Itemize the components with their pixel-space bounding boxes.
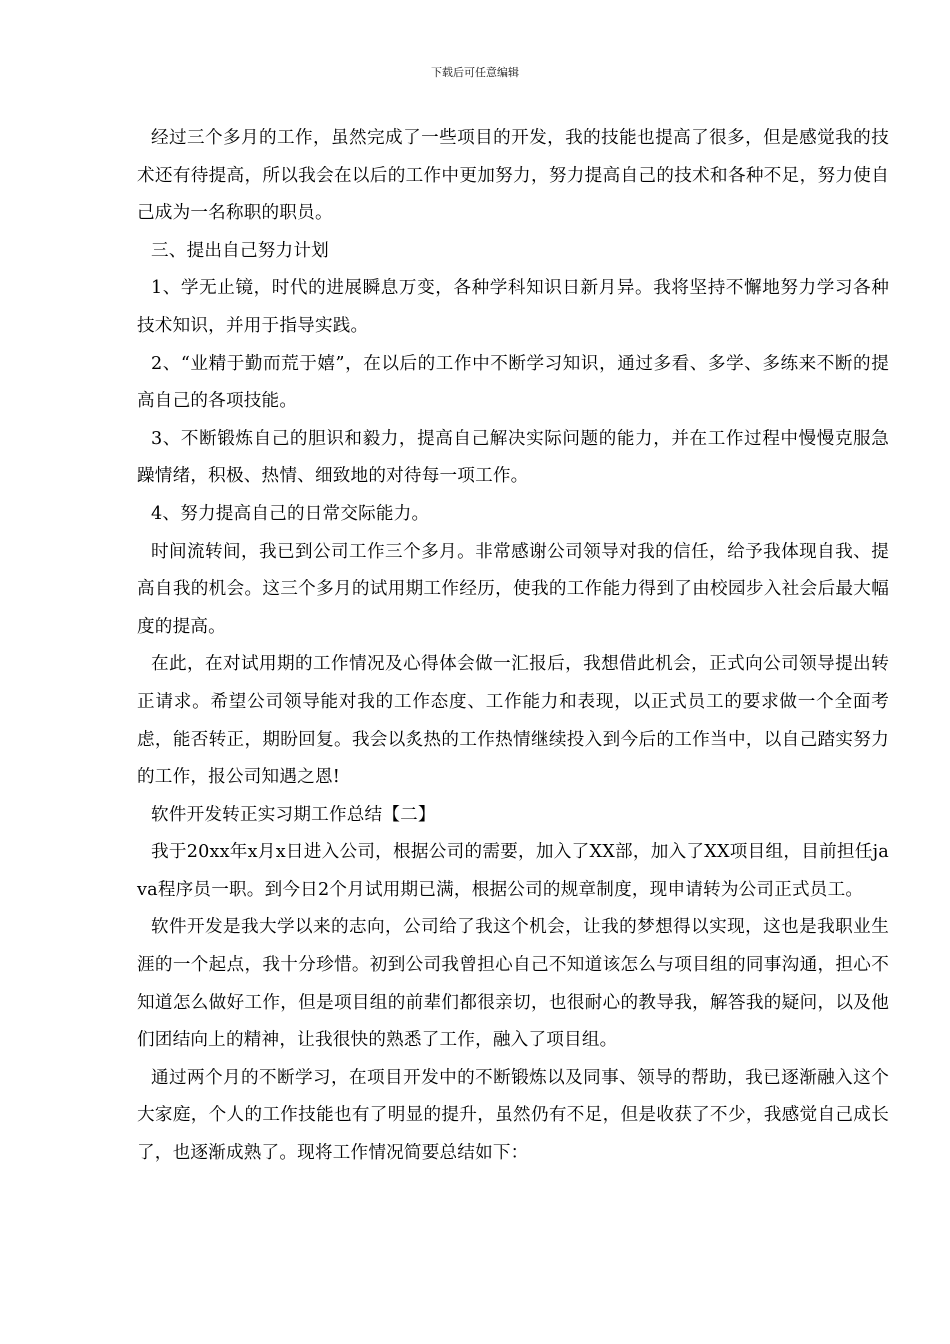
paragraph: 在此，在对试用期的工作情况及心得体会做一汇报后，我想借此机会，正式向公司领导提出转正请求。希望公司领导能对我的工作态度、工作能力和表现，以正式员工的要求做一个全面考虑，能否转正，期盼回复。我会以炙热的工作热情继续投入到今后的工作当中，以自己踏实努力的工作，报公司知遇之恩! [137,654,889,788]
section-title: 软件开发转正实习期工作总结【二】 [151,804,436,825]
list-item: 4、努力提高自己的日常交际能力。 [151,503,430,524]
paragraph: 通过两个月的不断学习，在项目开发中的不断锻炼以及同事、领导的帮助，我已逐渐融入这个大家庭，个人的工作技能也有了明显的提升，虽然仍有不足，但是收获了不少，我感觉自己成长了，也逐渐成熟了。现将工作情况简要总结如下： [137,1067,889,1164]
list-item: 3、不断锻炼自己的胆识和毅力，提高自己解决实际问题的能力，并在工作过程中慢慢克服急躁情绪，积极、热情、细致地的对待每一项工作。 [137,428,889,487]
list-item: 2、“业精于勤而荒于嬉”，在以后的工作中不断学习知识，通过多看、多学、多练来不断的提高自己的各项技能。 [137,353,889,412]
paragraph: 我于20xx年x月x日进入公司，根据公司的需要，加入了XX部，加入了XX项目组，目前担任java程序员一职。到今日2个月试用期已满，根据公司的规章制度，现申请转为公司正式员工。 [137,842,889,900]
list-item: 1、学无止镜，时代的进展瞬息万变，各种学科知识日新月异。我将坚持不懈地努力学习各种技术知识，并用于指导实践。 [137,278,889,336]
page-header: 下载后可任意编辑 [431,66,519,79]
paragraph: 经过三个多月的工作，虽然完成了一些项目的开发，我的技能也提高了很多，但是感觉我的技术还有待提高，所以我会在以后的工作中更加努力，努力提高自己的技术和各种不足，努力使自己成为一名称职的职员。 [137,128,889,224]
paragraph: 软件开发是我大学以来的志向，公司给了我这个机会，让我的梦想得以实现，这也是我职业生涯的一个起点，我十分珍惜。初到公司我曾担心自己不知道该怎么与项目组的同事沟通，担心不知道怎么做好工作，但是项目组的前辈们都很亲切，也很耐心的教导我，解答我的疑问，以及他们团结向上的精神，让我很快的熟悉了工作，融入了项目组。 [137,917,889,1051]
document-body [137,120,889,1173]
section-heading: 三、提出自己努力计划 [151,240,329,261]
paragraph: 时间流转间，我已到公司工作三个多月。非常感谢公司领导对我的信任，给予我体现自我、提高自我的机会。这三个多月的试用期工作经历，使我的工作能力得到了由校园步入社会后最大幅度的提高。 [137,541,889,637]
